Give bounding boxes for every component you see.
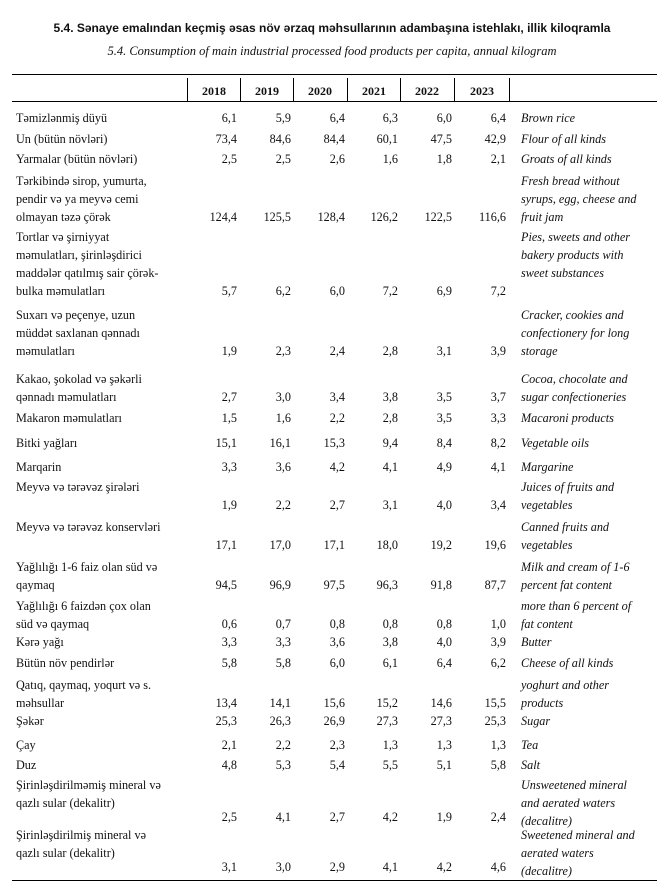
row-label-en: Sweetened mineral and aerated waters (decalitre) [521, 828, 635, 878]
value-cell: 15,2 [376, 696, 398, 710]
value-cell: 1,6 [382, 152, 398, 166]
row-label-az: Makaron məmulatları [16, 411, 122, 425]
year-header: 2021 [362, 84, 386, 98]
value-cell: 6,0 [329, 284, 345, 298]
value-cell: 84,6 [269, 132, 291, 146]
value-cell: 25,3 [484, 714, 506, 728]
value-cell: 1,5 [221, 411, 237, 425]
value-cell: 116,6 [479, 210, 506, 224]
table-row [0, 756, 664, 774]
value-cell: 17,1 [215, 538, 237, 552]
value-cell: 3,1 [382, 498, 398, 512]
value-cell: 1,0 [490, 617, 506, 631]
row-label-en: more than 6 percent of fat content [521, 599, 632, 631]
value-cell: 17,1 [323, 538, 345, 552]
row-label-en: Cracker, cookies and confectionery for long storage [521, 308, 630, 358]
table-row [0, 150, 664, 168]
value-cell: 4,0 [436, 498, 452, 512]
row-label-en: Salt [521, 758, 540, 772]
value-cell: 2,3 [329, 738, 345, 752]
value-cell: 2,7 [329, 498, 345, 512]
table-row [0, 597, 664, 633]
value-cell: 2,9 [329, 860, 345, 874]
row-label-az: Yarmalar (bütün növləri) [16, 152, 138, 166]
value-cell: 3,4 [490, 498, 506, 512]
row-label-en: Flour of all kinds [521, 132, 606, 146]
row-label-en: Cheese of all kinds [521, 656, 614, 670]
value-cell: 4,6 [490, 860, 506, 874]
value-cell: 3,6 [329, 635, 345, 649]
value-cell: 96,9 [269, 578, 291, 592]
row-label-en: Macaroni products [521, 411, 614, 425]
row-label-az: Bütün növ pendirlər [16, 656, 115, 670]
table-row [0, 409, 664, 427]
value-cell: 6,4 [436, 656, 452, 670]
row-label-az: Bitki yağları [16, 436, 78, 450]
value-cell: 6,3 [382, 111, 398, 125]
table-row [0, 434, 664, 452]
value-cell: 6,2 [275, 284, 291, 298]
value-cell: 1,8 [436, 152, 452, 166]
value-cell: 5,8 [490, 758, 506, 772]
row-label-en: Vegetable oils [521, 436, 590, 450]
row-label-az: Təmizlənmiş düyü [16, 111, 108, 125]
value-cell: 18,0 [376, 538, 398, 552]
table-row [0, 228, 664, 300]
value-cell: 5,8 [275, 656, 291, 670]
table-row [0, 306, 664, 360]
value-cell: 4,0 [436, 635, 452, 649]
value-cell: 2,1 [221, 738, 237, 752]
row-label-az: Şəkər [16, 714, 44, 728]
row-label-az: Kakao, şokolad və şəkərli qənnadı məmulatları [16, 372, 142, 404]
value-cell: 25,3 [215, 714, 237, 728]
value-cell: 94,5 [215, 578, 237, 592]
header-top-rule [12, 74, 657, 75]
value-cell: 6,0 [436, 111, 452, 125]
row-label-en: Margarine [521, 460, 574, 474]
value-cell: 84,4 [323, 132, 345, 146]
value-cell: 91,8 [430, 578, 452, 592]
value-cell: 2,4 [329, 344, 345, 358]
value-cell: 126,2 [370, 210, 398, 224]
table-row [0, 736, 664, 754]
value-cell: 7,2 [490, 284, 506, 298]
value-cell: 3,1 [221, 860, 237, 874]
value-cell: 15,6 [323, 696, 345, 710]
value-cell: 0,6 [221, 617, 237, 631]
value-cell: 5,9 [275, 111, 291, 125]
table-row [0, 172, 664, 226]
row-label-az: Yağlılığı 1-6 faiz olan süd və qaymaq [16, 560, 158, 592]
row-label-en: Milk and cream of 1-6 percent fat content [521, 560, 630, 592]
year-header: 2022 [415, 84, 439, 98]
value-cell: 3,5 [436, 390, 452, 404]
value-cell: 0,8 [329, 617, 345, 631]
value-cell: 6,0 [329, 656, 345, 670]
value-cell: 19,2 [430, 538, 452, 552]
value-cell: 2,1 [490, 152, 506, 166]
value-cell: 14,6 [430, 696, 452, 710]
value-cell: 3,6 [275, 460, 291, 474]
value-cell: 13,4 [215, 696, 237, 710]
row-label-az: Qatıq, qaymaq, yoqurt və s. məhsullar [16, 678, 152, 710]
value-cell: 42,9 [484, 132, 506, 146]
table-row [0, 458, 664, 476]
table-row [0, 130, 664, 148]
value-cell: 3,5 [436, 411, 452, 425]
value-cell: 3,1 [436, 344, 452, 358]
value-cell: 2,4 [490, 810, 506, 824]
table-row [0, 776, 664, 826]
value-cell: 1,3 [382, 738, 398, 752]
row-label-az: Duz [16, 758, 37, 772]
value-cell: 3,3 [275, 635, 291, 649]
column-divider [454, 78, 455, 102]
value-cell: 2,6 [329, 152, 345, 166]
value-cell: 2,2 [329, 411, 345, 425]
value-cell: 7,2 [382, 284, 398, 298]
row-label-en: Canned fruits and vegetables [521, 520, 610, 552]
value-cell: 8,4 [436, 436, 452, 450]
header-bottom-rule [12, 101, 657, 102]
value-cell: 0,8 [382, 617, 398, 631]
row-label-az: Tərkibində sirop, yumurta, pendir və ya meyvə cemi olmayan təzə çörək [16, 174, 147, 224]
table-title: 5.4. Sənaye emalından keçmiş əsas növ ərzaq məhsullarının adambaşına istehlakı, illik kiloqramla [53, 21, 611, 35]
value-cell: 2,3 [275, 344, 291, 358]
value-cell: 87,7 [484, 578, 506, 592]
value-cell: 1,9 [221, 344, 237, 358]
table-row [0, 826, 664, 876]
value-cell: 17,0 [269, 538, 291, 552]
value-cell: 1,9 [436, 810, 452, 824]
value-cell: 3,3 [221, 635, 237, 649]
value-cell: 97,5 [323, 578, 345, 592]
value-cell: 19,6 [484, 538, 506, 552]
value-cell: 4,8 [221, 758, 237, 772]
row-label-en: Butter [521, 635, 552, 649]
value-cell: 73,4 [215, 132, 237, 146]
value-cell: 60,1 [376, 132, 398, 146]
value-cell: 8,2 [490, 436, 506, 450]
value-cell: 5,3 [275, 758, 291, 772]
year-header: 2023 [470, 84, 494, 98]
row-label-az: Meyvə və tərəvəz şirələri [16, 480, 140, 494]
year-header: 2019 [255, 84, 279, 98]
value-cell: 3,3 [221, 460, 237, 474]
row-label-az: Kərə yağı [16, 635, 64, 649]
value-cell: 1,3 [490, 738, 506, 752]
table-row [0, 654, 664, 672]
value-cell: 125,5 [263, 210, 291, 224]
value-cell: 6,1 [382, 656, 398, 670]
value-cell: 3,3 [490, 411, 506, 425]
table-row [0, 109, 664, 127]
value-cell: 14,1 [269, 696, 291, 710]
table-subtitle: 5.4. Consumption of main industrial processed food products per capita, annual kilogram [107, 44, 557, 58]
value-cell: 4,2 [329, 460, 345, 474]
value-cell: 3,4 [329, 390, 345, 404]
row-label-az: Meyvə və tərəvəz konservləri [16, 520, 161, 534]
table-row [0, 370, 664, 406]
row-label-az: Çay [16, 738, 36, 752]
value-cell: 122,5 [424, 210, 452, 224]
row-label-en: Fresh bread without syrups, egg, cheese and fruit jam [521, 174, 637, 224]
year-header: 2018 [202, 84, 226, 98]
value-cell: 5,7 [221, 284, 237, 298]
value-cell: 16,1 [269, 436, 291, 450]
row-label-en: Groats of all kinds [521, 152, 612, 166]
row-label-en: Sugar [521, 714, 551, 728]
value-cell: 15,1 [215, 436, 237, 450]
value-cell: 124,4 [209, 210, 237, 224]
value-cell: 128,4 [317, 210, 345, 224]
row-label-en: Cocoa, chocolate and sugar confectioneries [521, 372, 628, 404]
value-cell: 3,8 [382, 390, 398, 404]
row-label-az: Yağlılığı 6 faizdən çox olan süd və qaymaq [16, 599, 151, 631]
column-divider [509, 78, 510, 102]
value-cell: 26,3 [269, 714, 291, 728]
value-cell: 4,9 [436, 460, 452, 474]
value-cell: 4,1 [382, 460, 398, 474]
value-cell: 96,3 [376, 578, 398, 592]
value-cell: 2,8 [382, 411, 398, 425]
value-cell: 1,6 [275, 411, 291, 425]
value-cell: 15,5 [484, 696, 506, 710]
value-cell: 9,4 [382, 436, 398, 450]
table-row [0, 558, 664, 594]
value-cell: 2,5 [221, 810, 237, 824]
value-cell: 3,0 [275, 390, 291, 404]
value-cell: 5,1 [436, 758, 452, 772]
value-cell: 4,1 [275, 810, 291, 824]
value-cell: 6,2 [490, 656, 506, 670]
value-cell: 4,1 [490, 460, 506, 474]
value-cell: 26,9 [323, 714, 345, 728]
footer-rule [12, 880, 657, 881]
row-label-en: Brown rice [521, 111, 576, 125]
value-cell: 2,5 [221, 152, 237, 166]
value-cell: 6,9 [436, 284, 452, 298]
value-cell: 2,8 [382, 344, 398, 358]
value-cell: 2,7 [329, 810, 345, 824]
value-cell: 4,1 [382, 860, 398, 874]
value-cell: 2,5 [275, 152, 291, 166]
value-cell: 6,1 [221, 111, 237, 125]
table-row [0, 633, 664, 651]
value-cell: 5,8 [221, 656, 237, 670]
value-cell: 4,2 [382, 810, 398, 824]
table-row [0, 518, 664, 554]
value-cell: 15,3 [323, 436, 345, 450]
row-label-az: Un (bütün növləri) [16, 132, 108, 146]
row-label-en: Unsweetened mineral and aerated waters (decalitre) [521, 778, 627, 828]
value-cell: 6,4 [329, 111, 345, 125]
value-cell: 27,3 [430, 714, 452, 728]
value-cell: 2,7 [221, 390, 237, 404]
value-cell: 0,8 [436, 617, 452, 631]
value-cell: 5,4 [329, 758, 345, 772]
row-label-en: Pies, sweets and other bakery products with sweet substances [521, 230, 630, 280]
value-cell: 3,8 [382, 635, 398, 649]
value-cell: 5,5 [382, 758, 398, 772]
value-cell: 3,7 [490, 390, 506, 404]
row-label-az: Suxarı və peçenye, uzun müddət saxlanan qənnadı məmulatları [16, 308, 140, 358]
table-row [0, 478, 664, 514]
year-header: 2020 [308, 84, 332, 98]
value-cell: 3,0 [275, 860, 291, 874]
row-label-en: yoghurt and other products [521, 678, 610, 710]
value-cell: 0,7 [275, 617, 291, 631]
row-label-en: Juices of fruits and vegetables [521, 480, 615, 512]
value-cell: 47,5 [430, 132, 452, 146]
value-cell: 2,2 [275, 738, 291, 752]
value-cell: 27,3 [376, 714, 398, 728]
value-cell: 3,9 [490, 635, 506, 649]
value-cell: 1,3 [436, 738, 452, 752]
row-label-az: Şirinləşdirilmiş mineral və qazlı sular (dekalitr) [16, 828, 146, 860]
row-label-az: Tortlar və şirniyyat məmulatları, şirinləşdirici maddələr qatılmış sair çörək- bulka məmulatları [16, 230, 159, 298]
value-cell: 1,9 [221, 498, 237, 512]
value-cell: 4,2 [436, 860, 452, 874]
value-cell: 6,4 [490, 111, 506, 125]
row-label-az: Marqarin [16, 460, 62, 474]
value-cell: 3,9 [490, 344, 506, 358]
table-row [0, 676, 664, 712]
table-row [0, 712, 664, 730]
row-label-en: Tea [521, 738, 539, 752]
row-label-az: Şirinləşdirilməmiş mineral və qazlı sular (dekalitr) [16, 778, 161, 810]
value-cell: 2,2 [275, 498, 291, 512]
